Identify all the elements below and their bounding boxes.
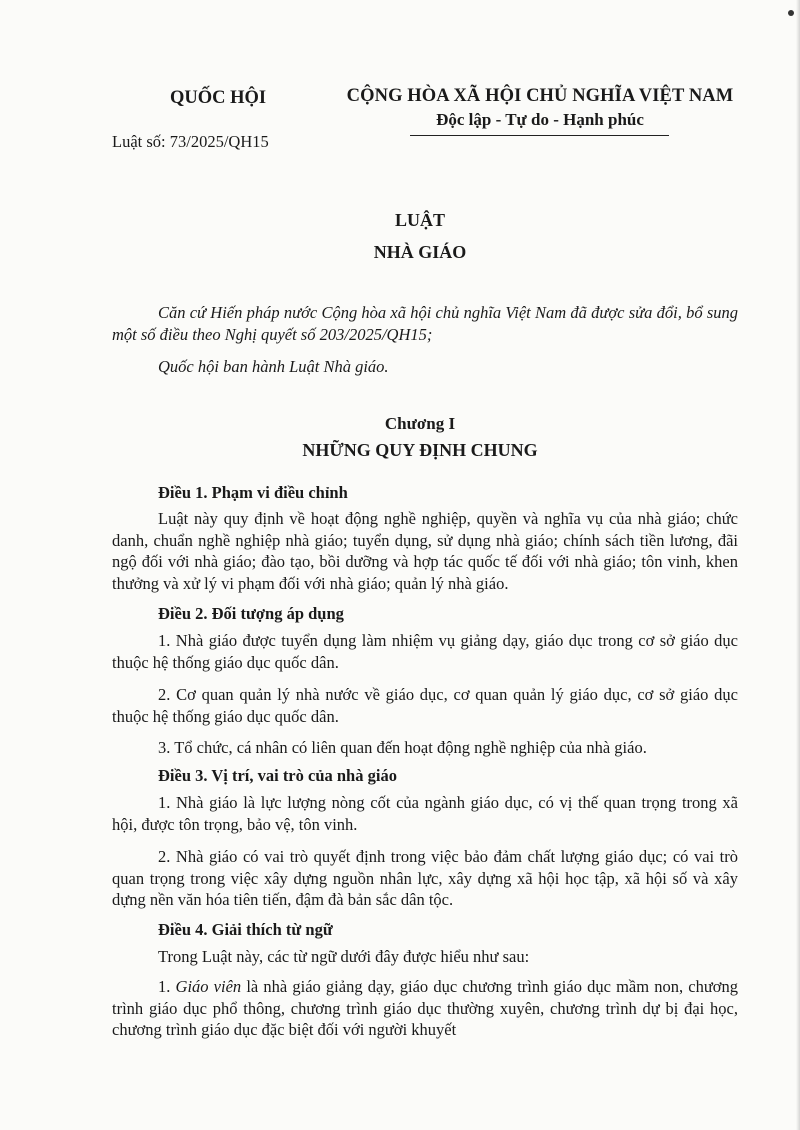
article-3-clause-1-text: 1. Nhà giáo là lực lượng nòng cốt của ngành giáo dục, có vị thế quan trọng trong xã hội, được tôn trọng, bảo vệ, tôn vinh.	[112, 793, 738, 834]
article-2-title: Điều 2. Đối tượng áp dụng	[158, 604, 344, 623]
article-4-clause-1	[112, 976, 738, 1041]
article-2-clause-3	[112, 737, 738, 759]
chapter-title: NHỮNG QUY ĐỊNH CHUNG	[302, 440, 538, 460]
article-2-clause-1-text: 1. Nhà giáo được tuyển dụng làm nhiệm vụ giảng dạy, giáo dục trong cơ sở giáo dục thuộc hệ thống giáo dục quốc dân.	[112, 631, 738, 672]
article-4-intro	[112, 946, 738, 968]
article-1-title: Điều 1. Phạm vi điều chỉnh	[158, 483, 348, 502]
article-4-title: Điều 4. Giải thích từ ngữ	[158, 920, 333, 939]
law-number: Luật số: 73/2025/QH15	[112, 132, 269, 151]
document-title: NHÀ GIÁO	[373, 242, 467, 262]
chapter-number: Chương I	[384, 414, 456, 433]
preamble-basis-text: Căn cứ Hiến pháp nước Cộng hòa xã hội chủ nghĩa Việt Nam đã được sửa đổi, bổ sung một số điều theo Nghị quyết số 203/2025/QH15;	[112, 303, 738, 344]
preamble-enactment: Quốc hội ban hành Luật Nhà giáo.	[158, 357, 389, 376]
scan-mark	[788, 10, 794, 16]
scan-edge-shadow	[796, 0, 800, 1130]
article-3-clause-2-text: 2. Nhà giáo có vai trò quyết định trong việc bảo đảm chất lượng giáo dục; có vai trò quan trọng trong việc xây dựng nguồn nhân lực, xây dựng xã hội học tập, xã hội số và xây dựng nền văn hóa tiên tiến, đậm đà bản sắc dân tộc.	[112, 847, 738, 909]
article-3-title: Điều 3. Vị trí, vai trò của nhà giáo	[158, 766, 397, 785]
article-1-text: Luật này quy định về hoạt động nghề nghiệp, quyền và nghĩa vụ của nhà giáo; chức danh, chuẩn nghề nghiệp nhà giáo; tuyển dụng, sử dụng nhà giáo; chính sách tiền lương, đãi ngộ đối với nhà giáo; đào tạo, bồi dưỡng và hợp tác quốc tế đối với nhà giáo; tôn vinh, khen thưởng và xử lý vi phạm đối với nhà giáo; quản lý nhà giáo.	[112, 509, 738, 593]
article-2-clause-3-text: 3. Tổ chức, cá nhân có liên quan đến hoạt động nghề nghiệp của nhà giáo.	[158, 738, 647, 757]
article-4-clause-1-text: là nhà giáo giảng dạy, giáo dục chương trình giáo dục mầm non, chương trình giáo dục phổ thông, chương trình giáo dục thường xuyên, chương trình dự bị đại học, chương trình giáo dục đặc biệt đối với người khuyết	[112, 977, 738, 1039]
document-type: LUẬT	[394, 210, 445, 230]
article-3-clause-2	[112, 846, 738, 911]
article-4-clause-1-number: 1.	[158, 977, 176, 996]
motto-underline	[410, 135, 669, 136]
article-3-clause-1	[112, 792, 738, 835]
national-title: CỘNG HÒA XÃ HỘI CHỦ NGHĨA VIỆT NAM	[346, 86, 734, 106]
article-1-body	[112, 508, 738, 594]
issuing-body: QUỐC HỘI	[169, 88, 267, 108]
article-2-clause-2	[112, 684, 738, 727]
article-4-intro-text: Trong Luật này, các từ ngữ dưới đây được hiểu như sau:	[158, 947, 530, 966]
national-motto: Độc lập - Tự do - Hạnh phúc	[436, 110, 644, 129]
article-4-term: Giáo viên	[175, 977, 242, 996]
article-2-clause-1	[112, 630, 738, 673]
preamble-basis	[112, 302, 738, 345]
article-2-clause-2-text: 2. Cơ quan quản lý nhà nước về giáo dục, cơ quan quản lý giáo dục, cơ sở giáo dục thuộc hệ thống giáo dục quốc dân.	[112, 685, 738, 726]
